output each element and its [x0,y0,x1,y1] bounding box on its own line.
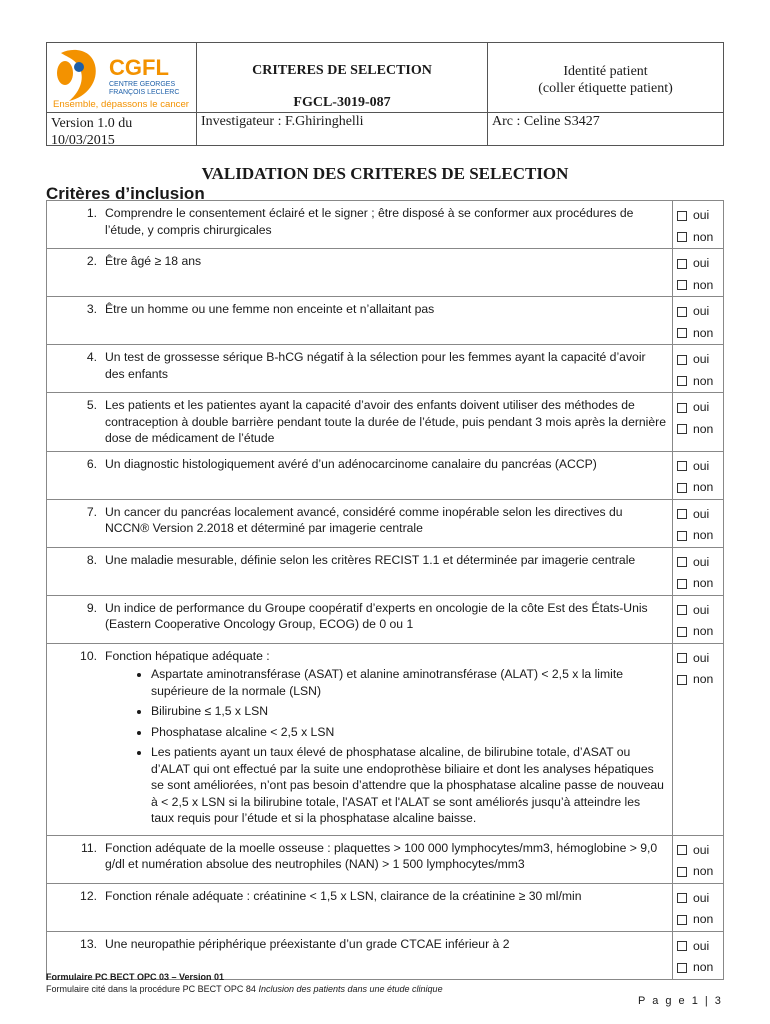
checkbox-square-icon[interactable] [677,328,687,338]
criterion-number: 11. [80,840,97,855]
oui-label: oui [693,208,710,222]
oui-checkbox[interactable] [677,936,723,958]
footer-form-id: Formulaire PC BECT OPC 03 – Version 01 [46,972,225,982]
non-label: non [693,864,714,878]
logo-tagline: Ensemble, dépassons le cancer [53,99,189,110]
non-checkbox[interactable] [677,323,723,345]
non-label: non [693,960,714,974]
oui-checkbox[interactable] [677,552,723,574]
criterion-text-cell [47,500,673,547]
checkbox-square-icon[interactable] [677,211,687,221]
criterion-text-cell [47,393,673,451]
criterion-row [47,547,723,595]
criterion-text: Une neuropathie périphérique préexistante d’un grade CTCAE inférieur à 2 [105,936,510,951]
criterion-text: Un cancer du pancréas localement avancé, considéré comme inopérable selon les directives du NCCN® Version 2.2018 et déterminé par imagerie centrale [105,504,623,535]
non-label: non [693,624,714,638]
criterion-options [673,249,723,296]
non-label: non [693,373,714,388]
criterion-options [673,596,723,643]
oui-label: oui [693,938,710,953]
oui-label: oui [693,352,710,366]
criterion-body [105,253,666,292]
checkbox-square-icon[interactable] [677,376,687,386]
criterion-text: Un indice de performance du Groupe coopératif d’experts en oncologie de la côte Est des États-Unis (Eastern Cooperative Oncology Group, ECOG) de 0 ou 1 [105,600,648,631]
criterion-text-cell [47,884,673,931]
criterion-row [47,392,723,451]
criterion-subitem: • Les patients ayant un taux élevé de phosphatase alcaline, de bilirubine totale, d’ASAT ou d’ALAT qui ont effectué par la suite une endoprothèse biliaire et dont les analyses hépatiques se sont améliorées, n’ont pas besoin d’attendre que la phosphatase alcaline passe de nouveau à < 2,5 x LSN si la bilirubine totale, l'ASAT et l'ALAT se sont améliorés jusqu’à atteindre les taux requis pour l’étude et si la phosphatase alcaline baisse. [151,744,666,827]
oui-label: oui [693,400,710,414]
checkbox-square-icon[interactable] [677,531,687,541]
header-table [46,42,724,146]
criterion-body [105,648,666,831]
oui-label: oui [693,256,710,270]
non-checkbox[interactable] [677,669,723,691]
oui-checkbox[interactable] [677,397,723,419]
checkbox-square-icon[interactable] [677,605,687,615]
criterion-body [105,397,666,447]
checkbox-square-icon[interactable] [677,867,687,877]
oui-label: oui [693,890,710,905]
criterion-row [47,643,723,835]
checkbox-square-icon[interactable] [677,941,687,951]
non-checkbox[interactable] [677,227,723,249]
criterion-text: Fonction hépatique adéquate : [105,648,270,663]
criterion-row [47,296,723,344]
oui-checkbox[interactable] [677,456,723,478]
criterion-number: 9. [86,600,97,615]
oui-label: oui [693,304,710,318]
criterion-number: 6. [86,456,97,471]
cgfl-logo [51,45,191,111]
criterion-options [673,345,723,392]
version-cell [46,112,197,146]
criterion-number: 4. [86,350,97,364]
oui-checkbox[interactable] [677,840,723,862]
criterion-body [105,456,666,495]
criterion-row [47,344,723,392]
checkbox-square-icon[interactable] [677,232,687,242]
arc-cell [488,112,724,146]
criterion-options [673,393,723,451]
non-label: non [693,421,714,436]
criterion-text-cell [47,201,673,248]
criterion-number: 13. [80,936,97,951]
checkbox-square-icon[interactable] [677,653,687,663]
checkbox-square-icon[interactable] [677,307,687,317]
checkbox-square-icon[interactable] [677,963,687,973]
criterion-options [673,644,723,835]
non-label: non [693,229,714,244]
oui-checkbox[interactable] [677,349,723,371]
criterion-text: Les patients et les patientes ayant la capacité d’avoir des enfants doivent utiliser des méthodes de contraception à double barrière pendant toute la durée de l’étude, puis pendant 3 mois après la dernière dose de médicament de l’étude [105,398,667,445]
criterion-text: Fonction rénale adéquate : créatinine < 1,5 x LSN, clairance de la créatinine ≥ 30 ml/min [105,888,582,903]
footer-procedure-text: Formulaire cité dans la procédure PC BECT OPC 84 [46,984,259,994]
oui-checkbox[interactable] [677,253,723,275]
criterion-row [47,835,723,883]
criterion-number: 12. [80,888,97,903]
non-checkbox[interactable] [677,909,723,931]
criterion-subitem: • Phosphatase alcaline < 2,5 x LSN [151,724,666,741]
non-checkbox[interactable] [677,477,723,499]
checkbox-square-icon[interactable] [677,845,687,855]
non-label: non [693,277,714,292]
checkbox-square-icon[interactable] [677,627,687,637]
oui-checkbox[interactable] [677,648,723,670]
oui-label: oui [693,602,710,617]
criterion-options [673,836,723,883]
criterion-text: Être un homme ou une femme non enceinte et n’allaitant pas [105,302,435,316]
criterion-body [105,888,666,927]
criterion-number: 3. [86,302,97,316]
non-checkbox[interactable] [677,957,723,979]
oui-label: oui [693,458,710,473]
checkbox-square-icon[interactable] [677,915,687,925]
checkbox-square-icon[interactable] [677,355,687,365]
logo-cell [46,42,197,112]
checkbox-square-icon[interactable] [677,461,687,471]
investigator: Investigateur : F.Ghiringhelli [201,114,364,129]
criterion-text: Un diagnostic histologiquement avéré d’un adénocarcinome canalaire du pancréas (ACCP) [105,456,597,471]
criterion-options [673,297,723,344]
non-label: non [693,325,714,340]
criterion-number: 1. [86,206,97,220]
checkbox-square-icon[interactable] [677,509,687,519]
checkbox-square-icon[interactable] [677,675,687,685]
oui-label: oui [693,650,710,665]
oui-label: oui [693,554,710,569]
criterion-body [105,301,666,340]
criteria-table [46,200,724,980]
version-date: 10/03/2015 [51,133,115,148]
section-title: Critères d’inclusion [46,184,205,203]
non-checkbox[interactable] [677,419,723,441]
criterion-text-cell [47,345,673,392]
version-label: Version 1.0 du [51,116,133,131]
criterion-body [105,504,666,543]
non-checkbox[interactable] [677,573,723,595]
criterion-options [673,884,723,931]
criterion-options [673,201,723,248]
criterion-number: 10. [80,648,97,663]
criterion-number: 2. [86,254,97,268]
criterion-body [105,205,666,244]
non-checkbox[interactable] [677,525,723,547]
investigator-cell [197,112,488,146]
oui-checkbox[interactable] [677,888,723,910]
identity-hint: (coller étiquette patient) [538,81,673,96]
oui-label: oui [693,842,710,857]
criterion-text-cell [47,596,673,643]
non-checkbox[interactable] [677,275,723,297]
oui-label: oui [693,506,710,521]
criterion-text-cell [47,644,673,835]
non-checkbox[interactable] [677,371,723,393]
oui-checkbox[interactable] [677,504,723,526]
criterion-text: Comprendre le consentement éclairé et le signer ; être disposé à se conformer aux procédures de l’étude, y compris chirurgicales [105,206,634,237]
non-checkbox[interactable] [677,621,723,643]
non-label: non [693,912,714,926]
criterion-text: Être âgé ≥ 18 ans [105,254,202,268]
oui-checkbox[interactable] [677,600,723,622]
criterion-body [105,936,666,975]
criterion-text: Un test de grossesse sérique B-hCG négatif à la sélection pour les femmes ayant la capacité d’avoir des enfants [105,350,646,381]
criterion-text-cell [47,297,673,344]
criteria-title: CRITERES DE SELECTION [252,63,432,78]
page-number: P a g e 1 | 3 [638,995,723,1007]
criterion-number: 5. [86,398,97,412]
criterion-sublist [105,666,666,827]
criterion-text-cell [47,836,673,883]
criterion-options [673,932,723,979]
criterion-body [105,840,666,879]
criterion-number: 8. [86,552,97,567]
non-checkbox[interactable] [677,861,723,883]
criterion-text-cell [47,249,673,296]
checkbox-square-icon[interactable] [677,557,687,567]
identity-cell[interactable] [488,42,724,112]
criterion-row [47,248,723,296]
logo-name: CGFL [109,55,169,80]
non-label: non [693,576,714,590]
criterion-row [47,883,723,931]
oui-checkbox[interactable] [677,301,723,323]
checkbox-square-icon[interactable] [677,280,687,290]
checkbox-square-icon[interactable] [677,424,687,434]
criterion-body [105,349,666,388]
criterion-row [47,451,723,499]
criterion-options [673,548,723,595]
criterion-text: Fonction adéquate de la moelle osseuse : plaquettes > 100 000 lymphocytes/mm3, hémoglobine > 9,0 g/dl et numération absolue des neutrophiles (NAN) > 1 500 lymphocytes/mm3 [105,840,658,871]
criterion-options [673,500,723,547]
arc: Arc : Celine S3427 [492,114,600,129]
criterion-subitem: • Aspartate aminotransférase (ASAT) et alanine aminotransférase (ALAT) < 2,5 x la limite supérieure de la normale (LSN) [151,666,666,699]
checkbox-square-icon[interactable] [677,403,687,413]
non-label: non [693,672,714,686]
criterion-text-cell [47,452,673,499]
protocol-number: FGCL-3019-087 [293,95,391,110]
criterion-subitem: • Bilirubine ≤ 1,5 x LSN [151,703,666,720]
logo-line2: FRANÇOIS LECLERC [109,89,180,96]
criterion-text-cell [47,548,673,595]
criterion-row [47,595,723,643]
identity-label: Identité patient [563,64,648,79]
non-label: non [693,528,714,542]
criterion-body [105,600,666,639]
checkbox-square-icon[interactable] [677,579,687,589]
checkbox-square-icon[interactable] [677,483,687,493]
checkbox-square-icon[interactable] [677,893,687,903]
main-title: VALIDATION DES CRITERES DE SELECTION [201,164,569,183]
criterion-row [47,201,723,248]
footer-procedure [46,984,443,994]
criterion-text: Une maladie mesurable, définie selon les critères RECIST 1.1 et déterminée par imagerie centrale [105,552,636,567]
criteria-cell [197,42,488,112]
oui-checkbox[interactable] [677,205,723,227]
checkbox-square-icon[interactable] [677,259,687,269]
footer-procedure-title: Inclusion des patients dans une étude clinique [258,984,443,994]
criterion-options [673,452,723,499]
criterion-body [105,552,666,591]
criterion-number: 7. [86,504,97,519]
criterion-row [47,499,723,547]
non-label: non [693,480,714,494]
logo-line1: CENTRE GEORGES [109,81,176,88]
